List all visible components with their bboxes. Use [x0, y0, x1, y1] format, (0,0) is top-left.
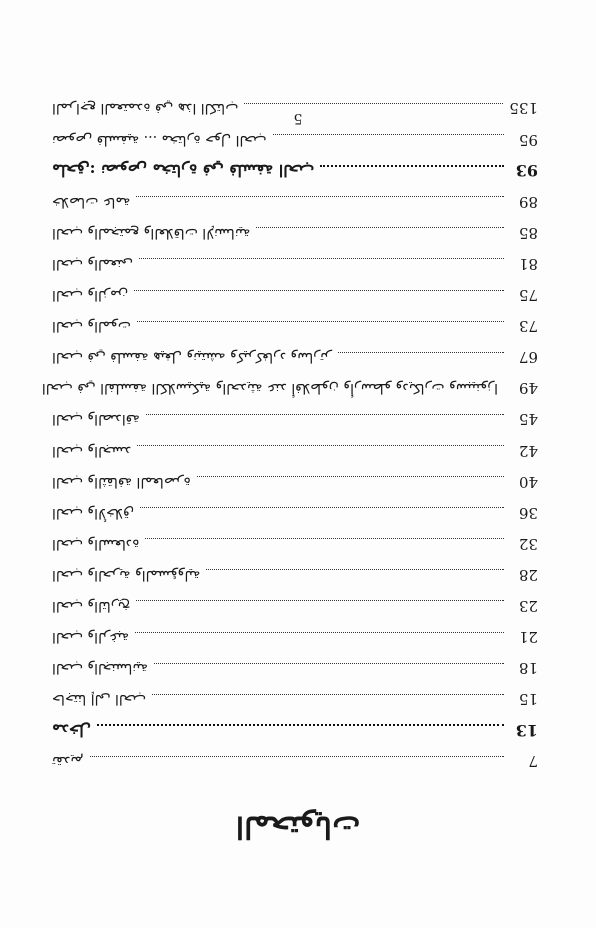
toc-entry-title: الحب والسعادة	[52, 535, 140, 552]
dot-leader	[137, 445, 504, 446]
toc-entry	[52, 342, 538, 373]
page-title: المحتويات	[235, 809, 361, 844]
toc-entry	[52, 715, 538, 746]
toc-entry-title: الحب والتاريخ	[52, 597, 131, 614]
dot-leader	[97, 724, 504, 726]
dot-leader	[134, 290, 504, 291]
dot-leader	[139, 258, 504, 259]
toc-entry	[52, 280, 538, 311]
toc-entry-title: نصوص فلسفية ... مختارة حول الحب	[52, 131, 267, 148]
toc-page-number: 18	[518, 659, 538, 678]
toc-entry	[52, 155, 538, 186]
toc-page-number: 28	[518, 565, 538, 584]
toc-page-number: 7	[528, 752, 538, 771]
toc-entry-title: حاجتنا إلى الحب	[52, 691, 146, 708]
toc-entry-title: ملحق: نصوص مختارة في فلسفة الحب	[52, 161, 315, 181]
toc-entry-title: الحب والمجتمع والعلاقات الإنسانية	[52, 224, 251, 241]
toc-entry	[52, 497, 538, 528]
dot-leader	[338, 352, 504, 353]
toc-page-number: 95	[518, 130, 538, 149]
dot-leader	[140, 507, 504, 508]
dot-leader	[197, 476, 504, 477]
toc-page-number: 75	[518, 286, 538, 305]
toc-entry-title: الحب والمعنى	[52, 255, 134, 272]
toc-entry-title: الحب والزمن	[52, 287, 129, 304]
toc-entry-title: المراجع المعتمدة في هذا الكتاب	[52, 100, 239, 117]
toc-entry-title: الحب والحرية والمسؤولية	[52, 566, 201, 583]
toc-entry-title: الحب والجنسانية	[52, 660, 148, 677]
toc-entry	[52, 746, 538, 777]
toc-entry-title: الحب في فلسفة هيغل ونيتشه وكيركغارد وسارتر	[52, 349, 332, 366]
toc-page-number: 32	[518, 534, 538, 553]
dot-leader	[244, 103, 503, 104]
dot-leader	[145, 538, 504, 539]
toc-entry	[41, 373, 538, 404]
dot-leader	[90, 756, 504, 757]
toc-page-number: 81	[518, 254, 538, 273]
dot-leader	[273, 134, 504, 135]
toc-entry	[52, 466, 538, 497]
toc-entry	[52, 217, 538, 248]
dot-leader	[206, 569, 504, 570]
dot-leader	[135, 632, 504, 633]
toc-entry	[52, 528, 538, 559]
toc-entry-title: الحب والموت	[52, 318, 131, 335]
toc-page-number: 135	[509, 99, 538, 118]
toc-page-number: 13	[515, 720, 538, 740]
toc-entry	[52, 684, 538, 715]
toc-entry	[52, 559, 538, 590]
toc-entry	[52, 435, 538, 466]
toc-entry-title: خلاصات عامة	[52, 193, 131, 210]
toc-page-number: 40	[518, 472, 538, 491]
toc-entry-title: مدخل	[52, 720, 91, 740]
toc-entry	[52, 124, 538, 155]
dot-leader	[256, 227, 504, 228]
toc-entry	[52, 311, 538, 342]
toc-entry-title: الحب والصداقة	[52, 411, 140, 428]
page-number: 5	[293, 110, 303, 126]
toc-page-number: 21	[518, 628, 538, 647]
dot-leader	[146, 414, 504, 415]
dot-leader	[154, 663, 504, 664]
dot-leader	[320, 165, 504, 167]
toc-entry	[52, 404, 538, 435]
toc-entry	[52, 653, 538, 684]
toc-entry-title: الحب والثقافة المعاصرة	[52, 473, 191, 490]
dot-leader	[136, 196, 504, 197]
toc-entry	[52, 622, 538, 653]
toc-page-number: 73	[518, 317, 538, 336]
toc-entry-title: الحب والجسد	[52, 442, 132, 459]
toc-entry	[52, 248, 538, 279]
dot-leader	[137, 321, 504, 322]
toc-page-number: 23	[518, 596, 538, 615]
toc-page-number: 67	[518, 348, 538, 367]
toc-page-number: 45	[518, 410, 538, 429]
toc-entry-title: الحب والأخلاق	[52, 504, 134, 521]
toc-page-number: 85	[518, 223, 538, 242]
toc-entry-title: الحب في الفلسفة الكلاسيكية والحديثة عند أفلاطون وأرسطو وديكارت وسبينوزا	[41, 380, 498, 397]
toc-page-number: 36	[518, 503, 538, 522]
toc-page-number: 49	[518, 379, 538, 398]
toc-entry-title: تقديم	[52, 753, 84, 770]
table-of-contents	[41, 93, 538, 777]
toc-page-number: 15	[518, 690, 538, 709]
toc-page-number: 42	[518, 441, 538, 460]
dot-leader	[137, 600, 505, 601]
toc-entry-title: الحب والرغبة	[52, 629, 130, 646]
toc-entry	[52, 590, 538, 621]
toc-entry	[52, 186, 538, 217]
toc-page-number: 89	[518, 192, 538, 211]
dot-leader	[152, 694, 504, 695]
toc-page-number: 93	[515, 161, 538, 181]
